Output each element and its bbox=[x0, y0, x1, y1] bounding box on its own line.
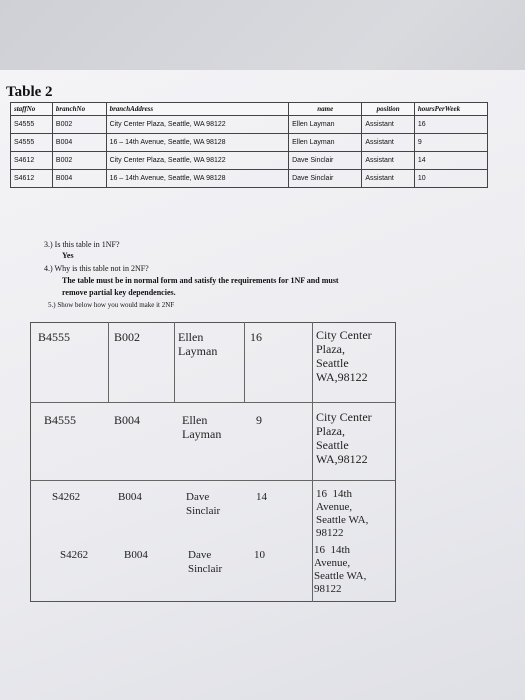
column-divider bbox=[312, 322, 313, 602]
header-name: name bbox=[289, 103, 362, 116]
header-hoursperweek: hoursPerWeek bbox=[414, 103, 487, 116]
header-position: position bbox=[362, 103, 415, 116]
cell-position: Assistant bbox=[362, 170, 415, 188]
cell-branchaddress: City Center Plaza, Seattle, WA 98122 bbox=[106, 152, 289, 170]
nf-cell-hours: 16 bbox=[250, 330, 262, 344]
cell-name: Dave Sinclair bbox=[289, 152, 362, 170]
nf-cell-name: Dave Sinclair bbox=[186, 491, 221, 517]
nf-cell-address: 16 14th Avenue, Seattle WA, 98122 bbox=[316, 488, 369, 539]
nf-cell-branch: B004 bbox=[124, 549, 148, 561]
cell-position: Assistant bbox=[362, 152, 415, 170]
table-2 bbox=[10, 102, 488, 188]
cell-hours: 10 bbox=[414, 170, 487, 188]
cell-branchaddress: City Center Plaza, Seattle, WA 98122 bbox=[106, 116, 289, 134]
nf-cell-staff: S4262 bbox=[60, 549, 89, 561]
cell-position: Assistant bbox=[362, 116, 415, 134]
nf-cell-branch: B002 bbox=[114, 330, 141, 344]
column-divider bbox=[108, 322, 109, 402]
nf-cell-address: 16 14th Avenue, Seattle WA, 98122 bbox=[314, 544, 367, 595]
cell-name: Ellen Layman bbox=[289, 134, 362, 152]
table-row bbox=[11, 170, 488, 188]
cell-hours: 14 bbox=[414, 152, 487, 170]
header-branchno: branchNo bbox=[52, 103, 106, 116]
nf-cell-hours: 10 bbox=[254, 549, 265, 561]
nf-cell-address: City Center Plaza, Seattle WA,98122 bbox=[316, 410, 372, 466]
cell-hours: 9 bbox=[414, 134, 487, 152]
nf-cell-hours: 14 bbox=[256, 491, 267, 503]
column-divider bbox=[174, 322, 175, 402]
cell-branchaddress: 16 – 14th Avenue, Seattle, WA 98128 bbox=[106, 134, 289, 152]
answer-3: Yes bbox=[62, 251, 74, 260]
table-title: Table 2 bbox=[6, 84, 53, 100]
row-divider bbox=[30, 402, 395, 403]
question-3: 3.) Is this table in 1NF? bbox=[44, 240, 120, 249]
table-header-row bbox=[11, 103, 488, 116]
column-divider bbox=[244, 322, 245, 402]
cell-branchno: B002 bbox=[52, 152, 106, 170]
header-branchaddress: branchAddress bbox=[106, 103, 289, 116]
answer-4-line-2: remove partial key dependencies. bbox=[62, 288, 176, 297]
question-5: 5.) Show below how you would make it 2NF bbox=[48, 301, 175, 309]
nf-cell-name: Ellen Layman bbox=[182, 413, 222, 441]
nf-cell-address: City Center Plaza, Seattle WA,98122 bbox=[316, 328, 372, 384]
nf-cell-branch: B004 bbox=[118, 491, 142, 503]
cell-branchno: B004 bbox=[52, 134, 106, 152]
question-4: 4.) Why is this table not in 2NF? bbox=[44, 264, 149, 273]
cell-branchaddress: 16 – 14th Avenue, Seattle, WA 98128 bbox=[106, 170, 289, 188]
nf-cell-name: Ellen Layman bbox=[178, 330, 218, 358]
nf-cell-name: Dave Sinclair bbox=[188, 549, 223, 575]
answer-4-line-1: The table must be in normal form and satisfy the requirements for 1NF and must bbox=[62, 276, 339, 285]
nf-cell-branch: B004 bbox=[114, 413, 141, 427]
cell-staffno: S4555 bbox=[11, 134, 53, 152]
cell-branchno: B004 bbox=[52, 170, 106, 188]
table-row bbox=[11, 116, 488, 134]
table-row bbox=[11, 134, 488, 152]
cell-hours: 16 bbox=[414, 116, 487, 134]
cell-name: Dave Sinclair bbox=[289, 170, 362, 188]
table-row bbox=[11, 152, 488, 170]
cell-staffno: S4555 bbox=[11, 116, 53, 134]
cell-position: Assistant bbox=[362, 134, 415, 152]
header-staffno: staffNo bbox=[11, 103, 53, 116]
nf-cell-staff: S4262 bbox=[52, 491, 81, 503]
cell-staffno: S4612 bbox=[11, 152, 53, 170]
row-divider bbox=[30, 480, 395, 481]
nf-cell-staff: B4555 bbox=[38, 330, 71, 344]
cell-name: Ellen Layman bbox=[289, 116, 362, 134]
cell-staffno: S4612 bbox=[11, 170, 53, 188]
cell-branchno: B002 bbox=[52, 116, 106, 134]
nf-cell-staff: B4555 bbox=[44, 413, 77, 427]
nf-cell-hours: 9 bbox=[256, 413, 262, 427]
